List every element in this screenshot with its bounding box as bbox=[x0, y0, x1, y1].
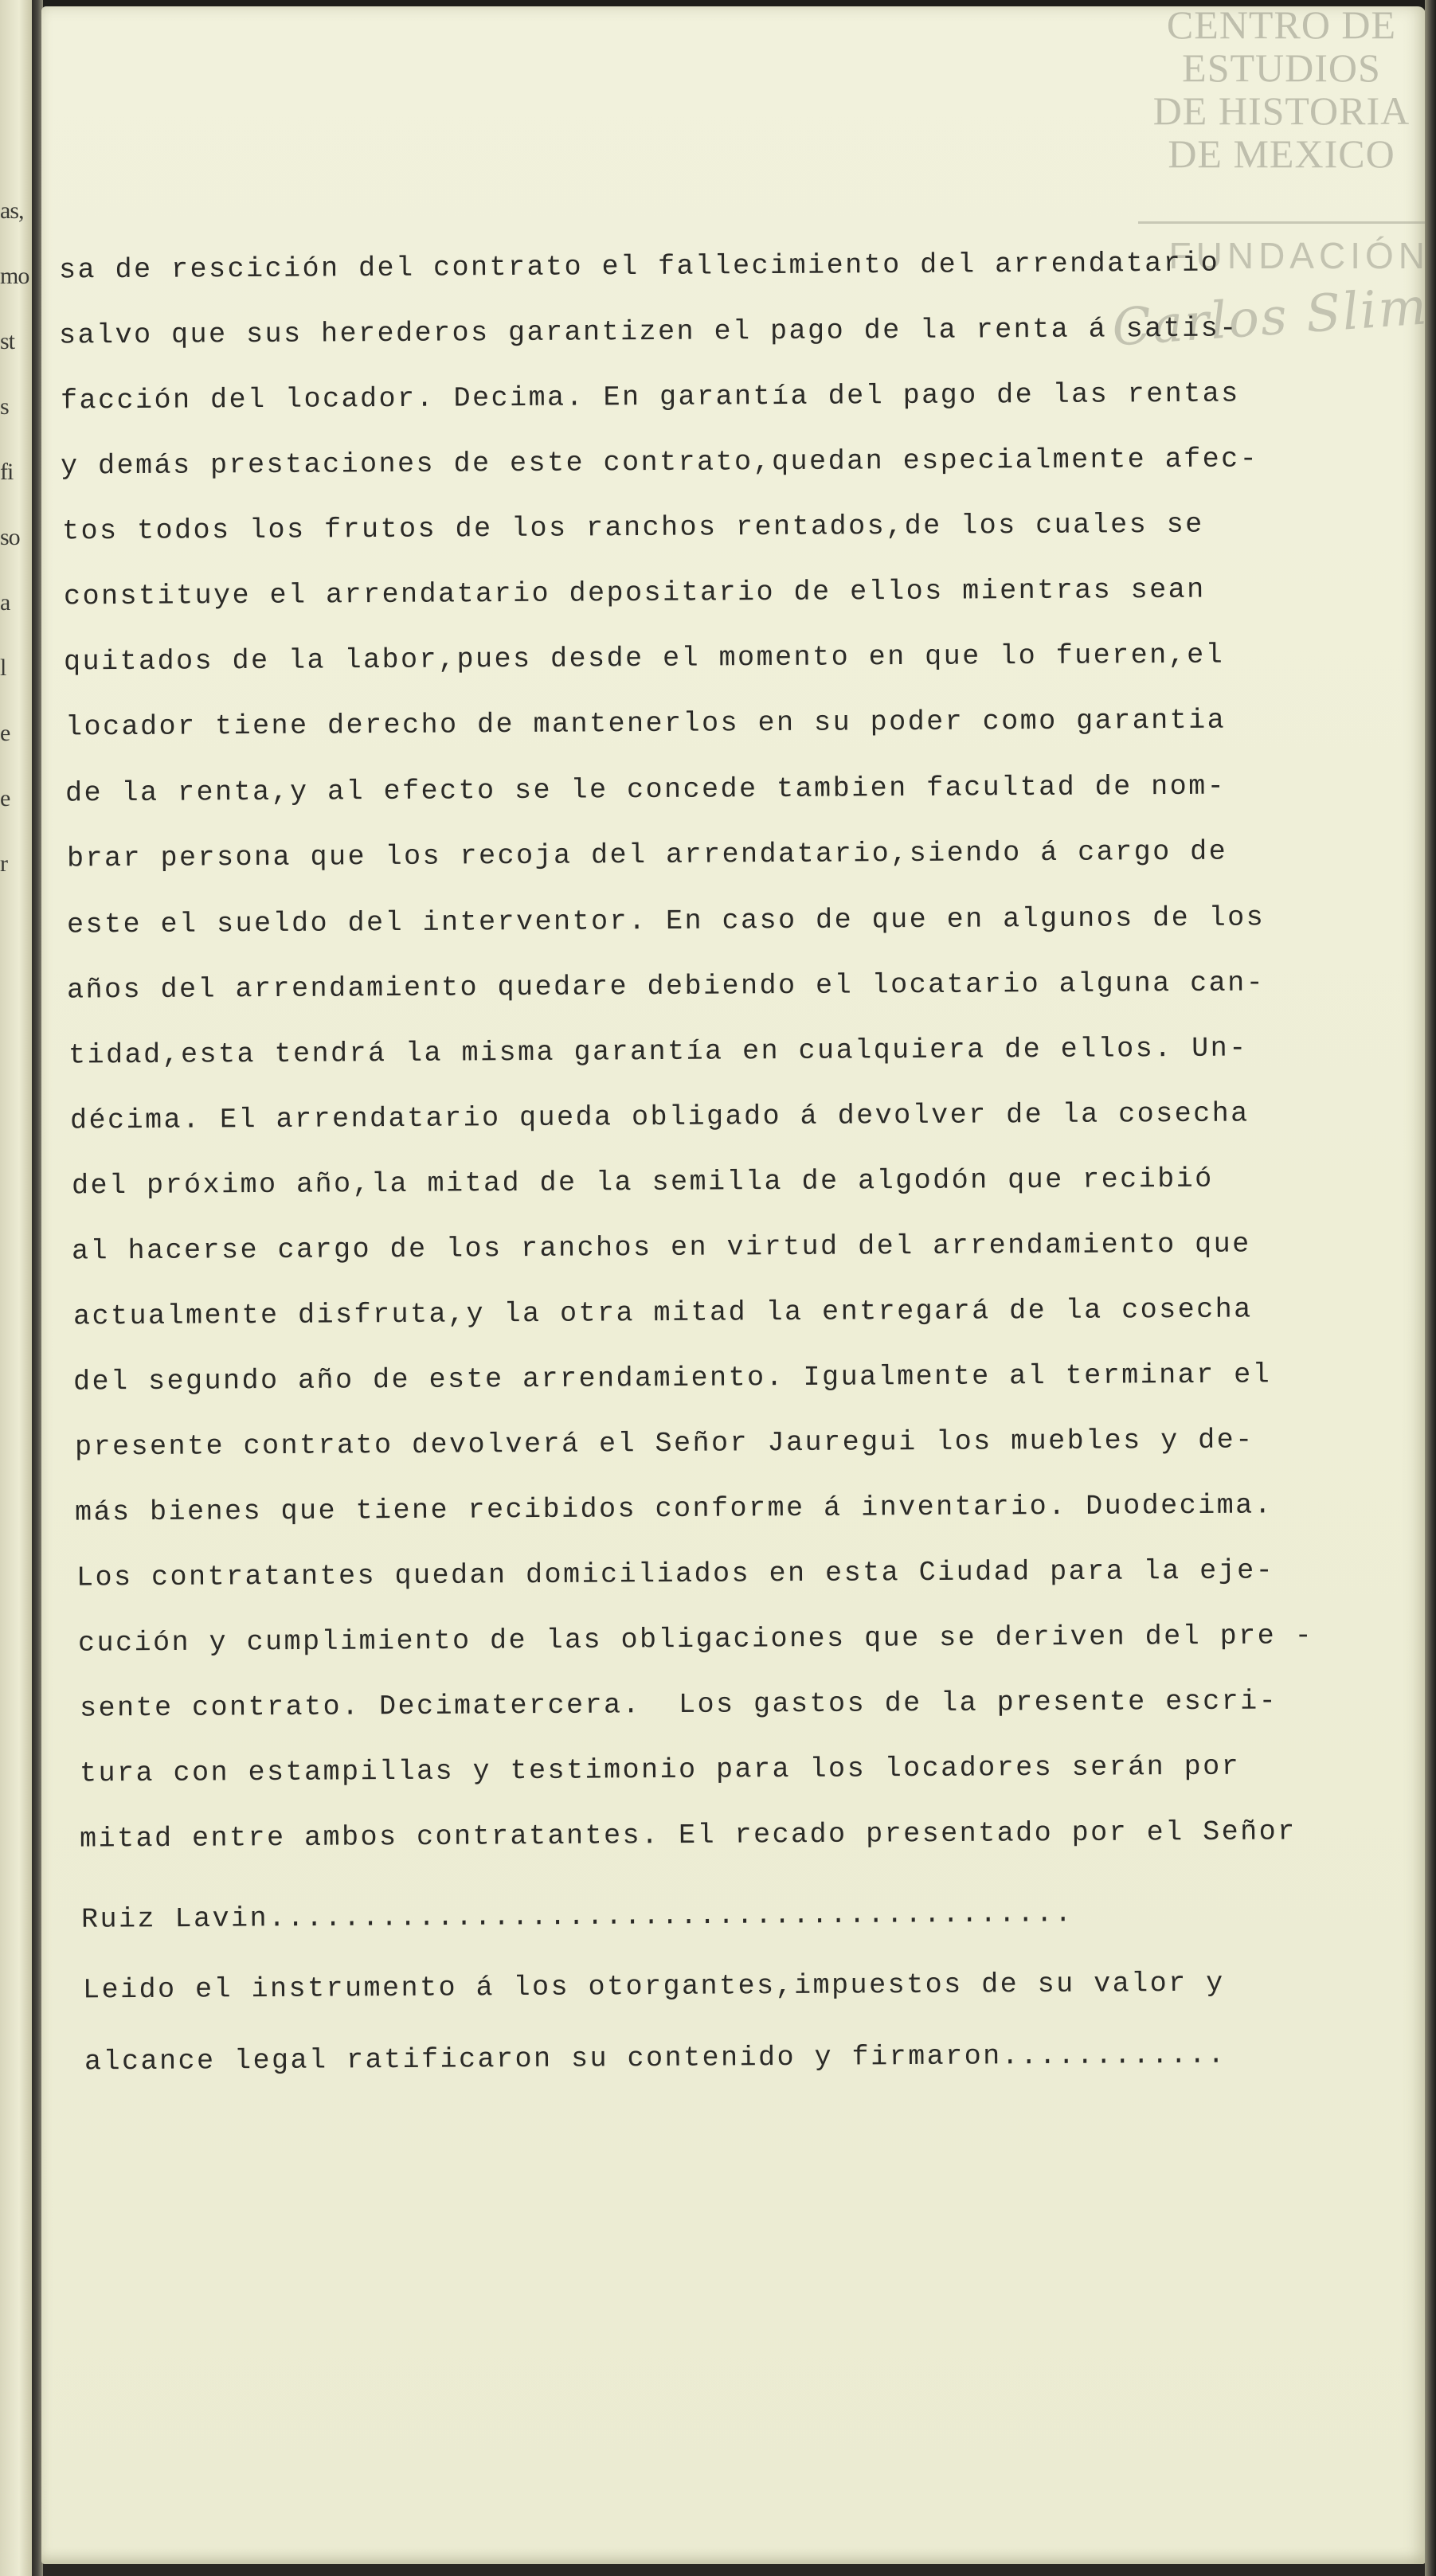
text-line: Los contratantes quedan domiciliados en esta Ciudad para la eje- bbox=[76, 1554, 1275, 1594]
text-line: Ruiz Lavin........................................... bbox=[80, 1898, 1074, 1936]
text-line: mitad entre ambos contratantes. El recado presentado por el Señor bbox=[79, 1816, 1297, 1855]
watermark-line: ESTUDIOS bbox=[1182, 45, 1381, 90]
text-line: actualmente disfruta,y la otra mitad la entregará de la cosecha bbox=[72, 1293, 1253, 1333]
text-line: cución y cumplimiento de las obligaciones que se deriven del pre - bbox=[77, 1620, 1314, 1659]
text-line: del segundo año de este arrendamiento. Igualmente al terminar el bbox=[72, 1358, 1272, 1398]
text-line: salvo que sus herederos garantizen el pago de la renta á satis- bbox=[58, 312, 1238, 352]
text-line: del próximo año,la mitad de la semilla de algodón que recibió bbox=[71, 1163, 1214, 1202]
watermark-line: DE HISTORIA bbox=[1152, 88, 1411, 133]
facing-page-text: l bbox=[0, 655, 6, 681]
watermark-foundation: FUNDACIÓN bbox=[1168, 235, 1430, 276]
facing-page-text: a bbox=[0, 589, 10, 616]
text-line: décima. El arrendatario queda obligado á devolver de la cosecha bbox=[69, 1097, 1250, 1137]
text-line: presente contrato devolverá el Señor Jauregui los muebles y de- bbox=[74, 1424, 1254, 1464]
text-line: constituye el arrendatario depositario de ellos mientras sean bbox=[63, 573, 1206, 613]
facing-page-text: fi bbox=[0, 459, 14, 485]
text-line: y demás prestaciones de este contrato,quedan especialmente afec- bbox=[60, 443, 1259, 483]
text-line: tidad,esta tendrá la misma garantía en cualquiera de ellos. Un- bbox=[68, 1032, 1248, 1072]
text-line: tura con estampillas y testimonio para los locadores serán por bbox=[79, 1750, 1241, 1790]
text-line: facción del locador. Decima. En garantía del pago de las rentas bbox=[60, 377, 1240, 417]
text-line: locador tiene derecho de mantenerlos en su poder como garantia bbox=[65, 704, 1227, 744]
facing-page-text: mo bbox=[0, 263, 29, 289]
facing-page-text: st bbox=[0, 328, 15, 354]
text-line: alcance legal ratificaron su contenido y firmaron............ bbox=[84, 2039, 1227, 2078]
text-line: de la renta,y al efecto se le concede tambien facultad de nom- bbox=[65, 770, 1227, 810]
text-line: sente contrato. Decimatercera. Los gastos de la presente escri- bbox=[79, 1685, 1278, 1725]
text-line: sa de rescición del contrato el fallecimiento del arrendatario bbox=[58, 247, 1220, 287]
text-line: más bienes que tiene recibidos conforme á inventario. Duodecima. bbox=[74, 1489, 1274, 1529]
text-line: Leido el instrumento á los otorgantes,impuestos de su valor y bbox=[82, 1967, 1225, 2007]
facing-page-text: e bbox=[0, 720, 10, 746]
facing-page-text: s bbox=[0, 393, 9, 420]
text-line: brar persona que los recoja del arrendatario,siendo á cargo de bbox=[66, 835, 1228, 875]
facing-page-text: as, bbox=[0, 197, 24, 224]
facing-page-text: r bbox=[0, 850, 7, 877]
text-line: años del arrendamiento quedare debiendo el locatario alguna can- bbox=[66, 967, 1266, 1007]
facing-page-text: e bbox=[0, 785, 10, 811]
watermark-line: DE MEXICO bbox=[1168, 131, 1395, 176]
facing-page-text: so bbox=[0, 524, 20, 550]
watermark-signature: Carlos Slim bbox=[1109, 277, 1430, 358]
text-line: quitados de la labor,pues desde el momento en que lo fueren,el bbox=[63, 639, 1225, 678]
text-line: tos todos los frutos de los ranchos rentados,de los cuales se bbox=[61, 508, 1204, 548]
text-line: al hacerse cargo de los ranchos en virtud del arrendamiento que bbox=[71, 1228, 1251, 1268]
text-line: este el sueldo del interventor. En caso de que en algunos de los bbox=[66, 901, 1266, 941]
watermark-line: CENTRO DE bbox=[1166, 2, 1397, 47]
